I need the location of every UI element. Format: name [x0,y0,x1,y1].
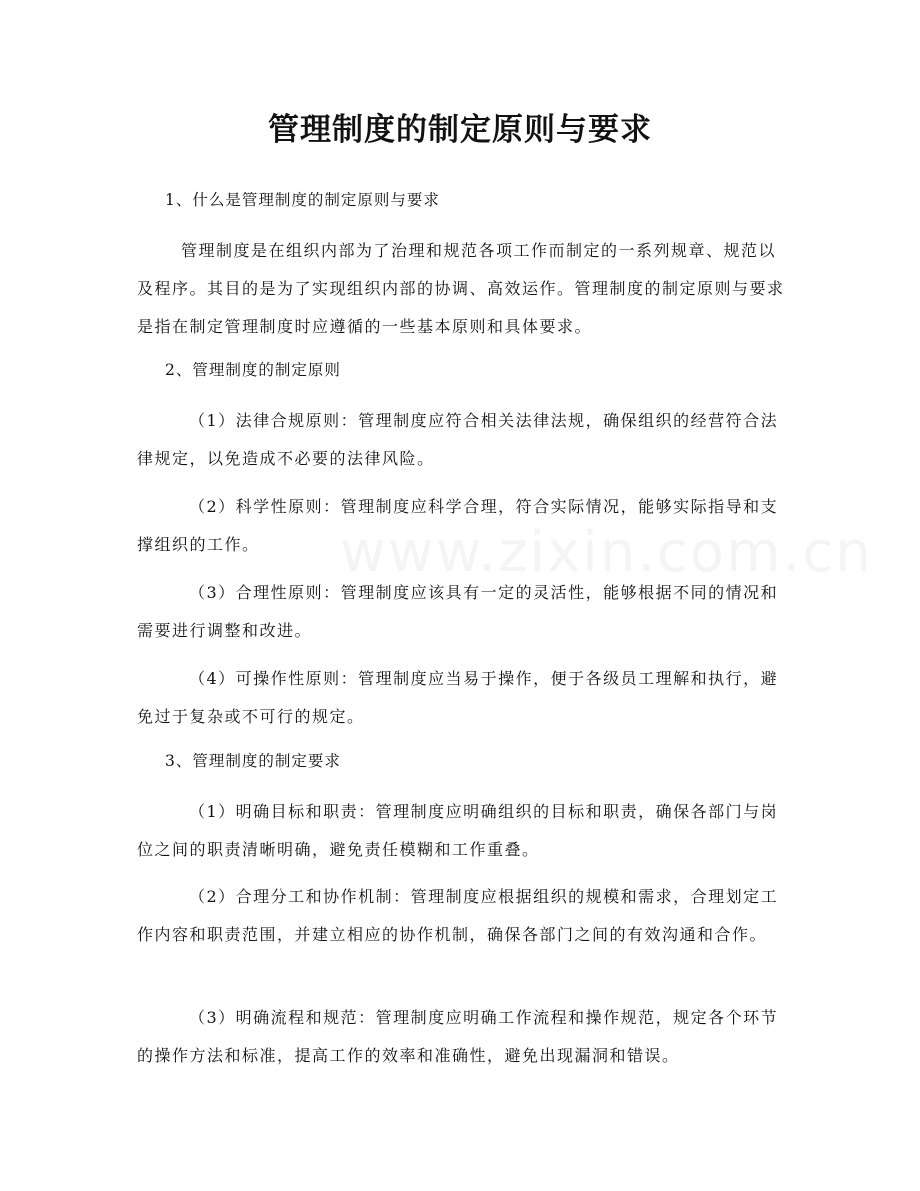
section-heading-3: 3、管理制度的制定要求 [165,752,341,770]
section-3-item-2: （2）合理分工和协作机制：管理制度应根据组织的规模和需求，合理划定工作内容和职责范围，并建立相应的协作机制，确保各部门之间的有效沟通和合作。 [137,887,779,944]
section-1-paragraph: 管理制度是在组织内部为了治理和规范各项工作而制定的一系列规章、规范以及程序。其目的是为了实现组织内部的协调、高效运作。管理制度的制定原则与要求是指在制定管理制度时应遵循的一些基本原则和具体要求。 [137,241,785,336]
document-title: 管理制度的制定原则与要求 [268,112,652,148]
section-3-item-1: （1）明确目标和职责：管理制度应明确组织的目标和职责，确保各部门与岗位之间的职责清晰明确，避免责任模糊和工作重叠。 [137,802,779,859]
section-2-item-4: （4）可操作性原则：管理制度应当易于操作，便于各级员工理解和执行，避免过于复杂或不可行的规定。 [137,669,779,726]
section-2-item-3: （3）合理性原则：管理制度应该具有一定的灵活性，能够根据不同的情况和需要进行调整和改进。 [137,583,779,640]
section-2-item-1: （1）法律合规原则：管理制度应符合相关法律法规，确保组织的经营符合法律规定，以免造成不必要的法律风险。 [137,411,779,468]
section-heading-1: 1、什么是管理制度的制定原则与要求 [165,191,440,209]
section-heading-2: 2、管理制度的制定原则 [165,361,341,379]
section-2-item-2: （2）科学性原则：管理制度应科学合理，符合实际情况，能够实际指导和支撑组织的工作。 [137,497,779,554]
section-3-item-3: （3）明确流程和规范：管理制度应明确工作流程和操作规范，规定各个环节的操作方法和标准，提高工作的效率和准确性，避免出现漏洞和错误。 [137,1008,779,1065]
